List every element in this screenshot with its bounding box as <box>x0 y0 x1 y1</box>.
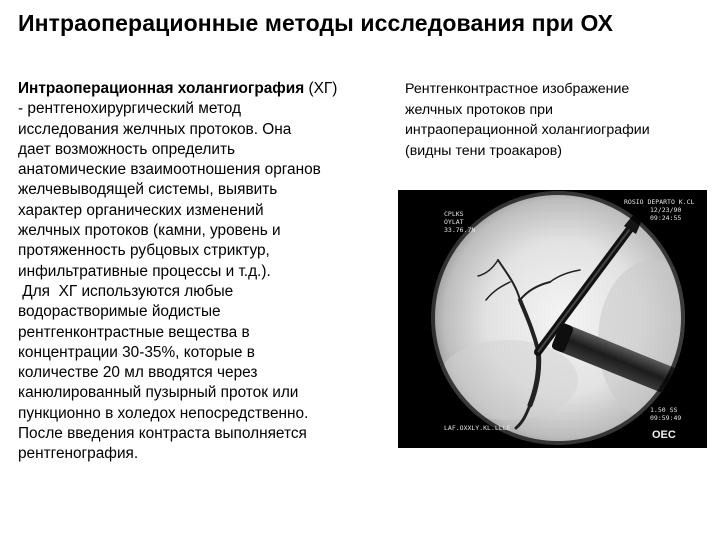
term-abbrev: (ХГ) <box>304 80 338 97</box>
overlay-top-left-2: OYLAT <box>444 218 464 226</box>
caption-line: Рентгенконтрастное изображение <box>405 81 630 97</box>
paragraph-line: канюлированный пузырный проток или <box>18 384 299 402</box>
body-text <box>18 79 398 465</box>
paragraph-line <box>18 79 398 99</box>
paragraph-line: рентгенография. <box>18 445 139 463</box>
overlay-top-right-1: ROSIO DEPARTO K.CL <box>624 198 695 206</box>
overlay-bottom-right-2: 09:59:49 <box>650 414 682 422</box>
paragraph-line: рентгенконтрастные вещества в <box>18 323 250 341</box>
paragraph-1 <box>18 79 398 282</box>
slide-title: Интраоперационные методы исследования при ОХ <box>18 10 614 36</box>
paragraph-2 <box>18 282 398 465</box>
cholangiogram-image <box>398 190 707 448</box>
image-caption <box>405 79 710 161</box>
paragraph-line: анатомические взаимоотношения органов <box>18 161 321 179</box>
caption-line: интраоперационной холангиографии <box>405 122 650 138</box>
paragraph-line: концентрации 30-35%, которые в <box>18 343 255 361</box>
paragraph-line: протяженность рубцовых стриктур, <box>18 242 270 260</box>
paragraph-line: количестве 20 мл вводятся через <box>18 364 258 382</box>
overlay-bottom-right-1: 1.50 SS <box>650 406 678 414</box>
paragraph-line: исследования желчных протоков. Она <box>18 120 292 138</box>
overlay-top-left-1: CPLKS <box>444 210 464 218</box>
caption-line: желчных протоков при <box>405 101 553 118</box>
oec-brand-logo: OEC <box>652 429 676 441</box>
term-bold: Интраоперационная холангиография <box>18 80 305 97</box>
paragraph-line: После введения контраста выполняется <box>18 425 307 443</box>
paragraph-line: водорастворимые йодистые <box>18 303 221 321</box>
paragraph-line: характер органических изменений <box>18 201 264 219</box>
paragraph-line: желчных протоков (камни, уровень и <box>18 222 281 240</box>
paragraph-line: инфильтративные процессы и т.д.). <box>18 262 271 280</box>
overlay-top-right-2: 12/23/90 <box>650 206 682 214</box>
paragraph-line: желчевыводящей системы, выявить <box>18 181 278 199</box>
overlay-bottom-left: LAF.OXXLY.KL.LLLE <box>444 424 511 432</box>
overlay-top-left-3: 33.76.7N <box>444 226 476 234</box>
caption-line: (видны тени троакаров) <box>405 142 562 159</box>
paragraph-line: - рентгенохирургический метод <box>18 100 241 118</box>
paragraph-line: дает возможность определить <box>18 140 236 158</box>
paragraph-line: пункционно в холедох непосредственно. <box>18 404 309 422</box>
paragraph-line: Для ХГ используются любые <box>18 282 234 300</box>
overlay-top-right-3: 09:24:55 <box>650 214 682 222</box>
